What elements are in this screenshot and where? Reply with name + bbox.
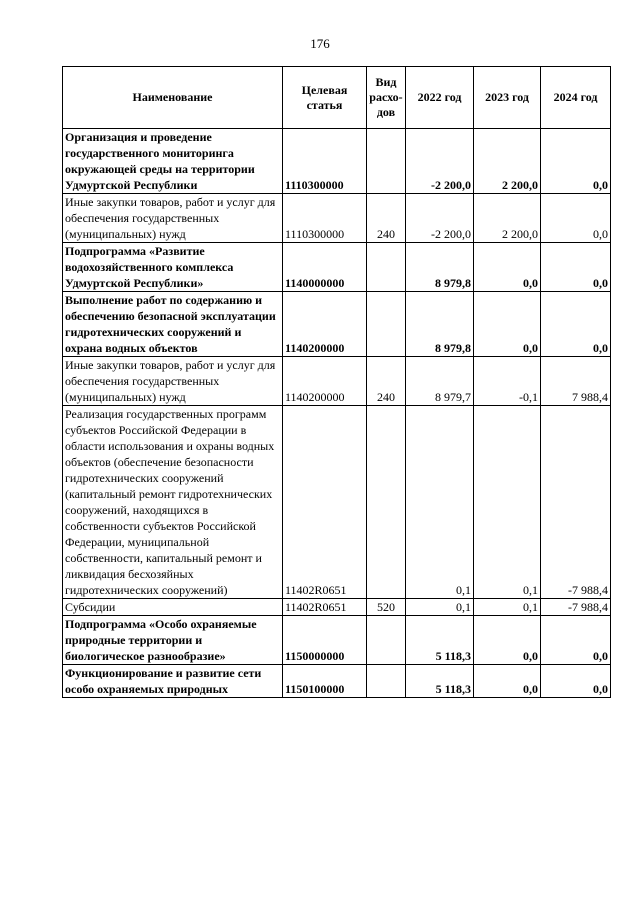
- cell-vid: 240: [367, 357, 406, 406]
- cell-2023: 0,0: [474, 616, 541, 665]
- table-row: [63, 129, 611, 194]
- cell-2023: -0,1: [474, 357, 541, 406]
- cell-2022: 0,1: [406, 406, 474, 599]
- cell-name: Выполнение работ по содержанию и обеспечению безопасной эксплуатации гидротехнических сооружений и охрана водных объектов: [63, 292, 283, 357]
- cell-name: Реализация государственных программ субъектов Российской Федерации в области использования и охраны водных объектов (обеспечение безопасности гидротехнических сооружений (капитальный ремонт гидротехнических сооружений, находящихся в собственности субъектов Российской Федерации, муниципальной собственности, капитальный ремонт и ликвидация бесхозяйных гидротехнических сооружений): [63, 406, 283, 599]
- cell-target: 1140000000: [283, 243, 367, 292]
- cell-vid: 520: [367, 599, 406, 616]
- header-2022: 2022 год: [406, 67, 474, 129]
- table-row: [63, 292, 611, 357]
- cell-2023: 2 200,0: [474, 129, 541, 194]
- cell-2024: -7 988,4: [541, 599, 611, 616]
- cell-name: Иные закупки товаров, работ и услуг для обеспечения государственных (муниципальных) нужд: [63, 357, 283, 406]
- cell-target: 1110300000: [283, 194, 367, 243]
- cell-vid: [367, 243, 406, 292]
- cell-2023: 0,0: [474, 665, 541, 698]
- cell-2024: 0,0: [541, 616, 611, 665]
- cell-name: Функционирование и развитие сети особо охраняемых природных: [63, 665, 283, 698]
- cell-2022: 8 979,8: [406, 292, 474, 357]
- cell-vid: [367, 129, 406, 194]
- cell-2024: 7 988,4: [541, 357, 611, 406]
- cell-vid: 240: [367, 194, 406, 243]
- cell-2024: 0,0: [541, 665, 611, 698]
- cell-2022: 8 979,8: [406, 243, 474, 292]
- header-2024: 2024 год: [541, 67, 611, 129]
- table-row: [63, 406, 611, 599]
- cell-target: 11402R0651: [283, 599, 367, 616]
- cell-2022: 5 118,3: [406, 665, 474, 698]
- cell-name: Иные закупки товаров, работ и услуг для обеспечения государственных (муниципальных) нужд: [63, 194, 283, 243]
- cell-2023: 0,1: [474, 599, 541, 616]
- cell-2023: 0,0: [474, 292, 541, 357]
- cell-target: 1150100000: [283, 665, 367, 698]
- cell-name: Подпрограмма «Развитие водохозяйственного комплекса Удмуртской Республики»: [63, 243, 283, 292]
- cell-name: Подпрограмма «Особо охраняемые природные территории и биологическое разнообразие»: [63, 616, 283, 665]
- cell-2024: 0,0: [541, 292, 611, 357]
- cell-2024: 0,0: [541, 194, 611, 243]
- cell-2022: -2 200,0: [406, 194, 474, 243]
- cell-name: Организация и проведение государственного мониторинга окружающей среды на территории Удмуртской Республики: [63, 129, 283, 194]
- cell-2022: -2 200,0: [406, 129, 474, 194]
- table-row: [63, 194, 611, 243]
- cell-2024: -7 988,4: [541, 406, 611, 599]
- table-row: [63, 665, 611, 698]
- page-number: 176: [310, 36, 330, 51]
- cell-vid: [367, 406, 406, 599]
- table-row: [63, 616, 611, 665]
- header-vid: Вид расхо-дов: [367, 67, 406, 129]
- cell-target: 1140200000: [283, 292, 367, 357]
- cell-2023: 0,1: [474, 406, 541, 599]
- cell-target: 1150000000: [283, 616, 367, 665]
- cell-2022: 8 979,7: [406, 357, 474, 406]
- cell-2023: 0,0: [474, 243, 541, 292]
- table-row: [63, 357, 611, 406]
- cell-name: Субсидии: [63, 599, 283, 616]
- table-row: [63, 243, 611, 292]
- cell-2024: 0,0: [541, 243, 611, 292]
- cell-vid: [367, 292, 406, 357]
- cell-target: 11402R0651: [283, 406, 367, 599]
- cell-vid: [367, 665, 406, 698]
- cell-target: 1140200000: [283, 357, 367, 406]
- cell-vid: [367, 616, 406, 665]
- cell-2023: 2 200,0: [474, 194, 541, 243]
- cell-2022: 5 118,3: [406, 616, 474, 665]
- header-name: Наименование: [63, 67, 283, 129]
- table-row: [63, 599, 611, 616]
- cell-2024: 0,0: [541, 129, 611, 194]
- budget-table: [62, 66, 611, 698]
- header-2023: 2023 год: [474, 67, 541, 129]
- header-target: Целевая статья: [283, 67, 367, 129]
- cell-2022: 0,1: [406, 599, 474, 616]
- table-header-row: [63, 67, 611, 129]
- cell-target: 1110300000: [283, 129, 367, 194]
